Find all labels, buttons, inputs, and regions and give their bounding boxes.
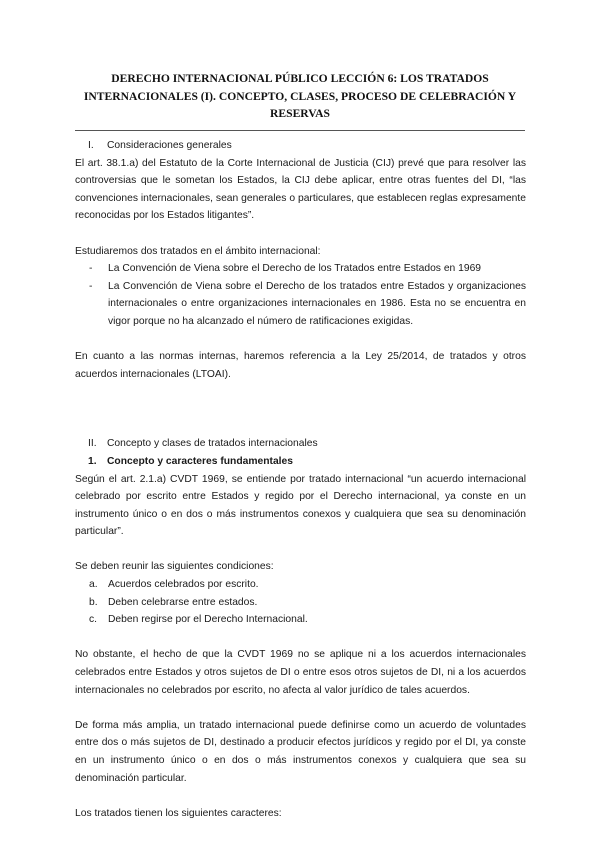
list-item — [75, 594, 526, 612]
list-marker: b. — [89, 596, 98, 608]
conditions-list — [75, 576, 526, 629]
paragraph: Estudiaremos dos tratados en el ámbito internacional: — [75, 245, 321, 257]
section-number: II. — [88, 438, 97, 450]
paragraph: De forma más amplia, un tratado internacional puede definirse como un acuerdo de voluntades entre dos o más sujetos de DI, destinado a producir efectos jurídicos y regido por el DI, ya conste en un instrumento único o en dos o más instrumentos conexos y cualquiera que sea su denominación particular. — [75, 719, 526, 784]
paragraph: Los tratados tienen los siguientes caracteres: — [75, 807, 282, 819]
list-item-text: La Convención de Viena sobre el Derecho de los tratados entre Estados y organizaciones internacionales o entre organizaciones internacionales en 1986. Esta no se encuentra en vigor porque no ha alcanzado el número de ratificaciones exigidas. — [108, 280, 526, 327]
list-item-text: Acuerdos celebrados por escrito. — [108, 579, 259, 591]
subsection-title: Concepto y caracteres fundamentales — [107, 455, 293, 467]
list-item — [75, 278, 526, 331]
list-item — [75, 611, 526, 629]
section-heading-1 — [75, 137, 526, 155]
list-item-text: Deben celebrarse entre estados. — [108, 596, 258, 608]
subsection-number: 1. — [88, 455, 97, 467]
list-item — [75, 260, 526, 278]
list-item-text: La Convención de Viena sobre el Derecho de los Tratados entre Estados en 1969 — [108, 263, 482, 275]
list-item — [75, 576, 526, 594]
title-divider — [75, 130, 525, 131]
paragraph: En cuanto a las normas internas, haremos referencia a la Ley 25/2014, de tratados y otros acuerdos internacionales (LTOAI). — [75, 351, 526, 380]
section-title: Consideraciones generales — [107, 140, 232, 151]
list-marker: - — [89, 263, 93, 275]
paragraph: El art. 38.1.a) del Estatuto de la Corte Internacional de Justicia (CIJ) prevé que para resolver las controversias que le sometan los Estados, la CIJ debe aplicar, entre otras fuentes del DI, “las convenciones internacionales, sean generales o particulares, que establecen reglas expresamente reconocidas por los Estados litigantes”. — [75, 157, 526, 222]
paragraph: No obstante, el hecho de que la CVDT 1969 no se aplique ni a los acuerdos internacionales celebrados entre Estados y otros sujetos de DI o entre esos otros sujetos de DI, ni a los acuerdos internacionales no celebrados por escrito, no afecta al valor jurídico de tales acuerdos. — [75, 649, 526, 696]
subsection-heading — [75, 453, 526, 471]
list-marker: - — [89, 280, 93, 292]
list-marker: c. — [89, 614, 98, 626]
paragraph: Según el art. 2.1.a) CVDT 1969, se entiende por tratado internacional “un acuerdo internacional celebrado por escrito entre Estados y regido por el Derecho internacional, ya conste en un instrumento único o en dos o más instrumentos conexos y cualquiera que sea su denominación particular”. — [75, 473, 526, 538]
list-marker: a. — [89, 579, 98, 591]
section-number: I. — [88, 140, 94, 151]
list-item-text: Deben regirse por el Derecho Internacional. — [108, 614, 308, 626]
treaty-list — [75, 260, 526, 330]
document-title: DERECHO INTERNACIONAL PÚBLICO LECCIÓN 6: LOS TRATADOS INTERNACIONALES (I). CONCEPTO, CLASES, PROCESO DE CELEBRACIÓN Y RESERVAS — [83, 72, 517, 120]
document-body — [75, 137, 526, 822]
section-heading-2 — [75, 435, 526, 453]
paragraph: Se deben reunir las siguientes condiciones: — [75, 561, 274, 573]
section-title: Concepto y clases de tratados internacionales — [107, 438, 318, 450]
